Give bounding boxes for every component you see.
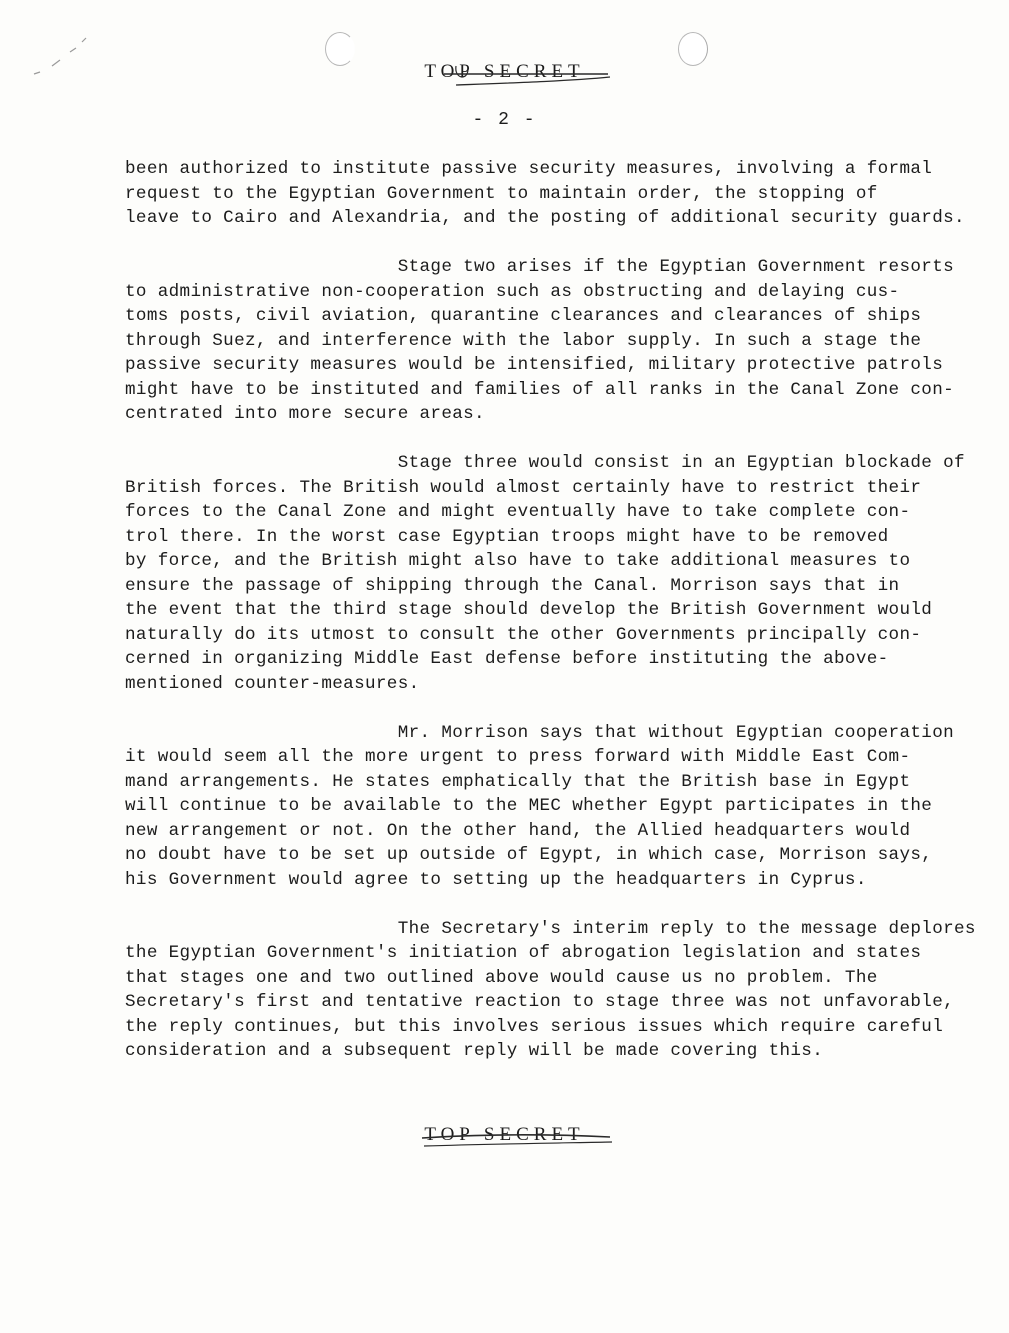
text-line: naturally do its utmost to consult the other Governments principally con- [125,624,922,645]
paragraph-gap [125,427,955,452]
paragraph-gap [125,892,955,917]
text-line: mentioned counter-measures. [125,673,420,694]
text-line: mand arrangements. He states emphatically that the British base in Egypt [125,771,911,792]
text-line: ensure the passage of shipping through the Canal. Morrison says that in [125,575,900,596]
text-line: British forces. The British would almost certainly have to restrict their [125,477,922,498]
text-line: might have to be instituted and families of all ranks in the Canal Zone con- [125,379,955,400]
text-line: Secretary's first and tentative reaction to stage three was not unfavorable, [125,992,955,1012]
text-line: The Secretary's interim reply to the message deplores [125,918,976,939]
paragraph-2 [125,255,955,427]
text-line: forces to the Canal Zone and might eventually have to take complete con- [125,502,911,522]
text-line: centrated into more secure areas. [125,404,485,424]
text-line: consideration and a subsequent reply will be made covering this. [125,1041,824,1061]
text-line: through Suez, and interference with the labor supply. In such a stage the [125,330,922,351]
text-line: by force, and the British might also have to take additional measures to [125,551,911,571]
top-classification [0,61,1009,83]
bottom-classification [0,1124,1009,1146]
text-line: that stages one and two outlined above would cause us no problem. The [125,967,878,988]
text-line: to administrative non-cooperation such as obstructing and delaying cus- [125,281,900,302]
text-line: Stage three would consist in an Egyptian blockade of [125,453,965,473]
text-line: the reply continues, but this involves serious issues which require careful [125,1016,944,1037]
text-line: been authorized to institute passive security measures, involving a formal [125,159,933,179]
classification-text: TOP SECRET [424,61,585,82]
text-line: his Government would agree to setting up the headquarters in Cyprus. [125,869,867,890]
text-line: will continue to be available to the MEC whether Egypt participates in the [125,796,933,816]
paragraph-gap [125,231,955,256]
text-line: leave to Cairo and Alexandria, and the posting of additional security guards. [125,208,965,228]
text-line: request to the Egyptian Government to maintain order, the stopping of [125,183,878,204]
text-line: cerned in organizing Middle East defense before instituting the above- [125,649,889,669]
paragraph-4 [125,721,955,893]
text-line: no doubt have to be set up outside of Egypt, in which case, Morrison says, [125,845,933,865]
text-line: Stage two arises if the Egyptian Government resorts [125,257,955,277]
text-line: trol there. In the worst case Egyptian troops might have to be removed [125,526,889,547]
paragraph-1 [125,157,965,231]
classification-marking [424,61,584,83]
memo-body [125,157,976,1064]
paragraph-5 [125,917,976,1064]
text-line: passive security measures would be intensified, military protective patrols [125,355,944,375]
classification-marking [424,1124,584,1146]
text-line: Mr. Morrison says that without Egyptian cooperation [125,722,955,743]
text-line: new arrangement or not. On the other hand, the Allied headquarters would [125,820,911,841]
text-line: the Egyptian Government's initiation of abrogation legislation and states [125,943,922,963]
page-number: - 2 - [472,110,537,130]
classification-text: TOP SECRET [424,1124,585,1145]
paragraph-gap [125,696,955,721]
paragraph-3 [125,451,965,696]
text-line: the event that the third stage should develop the British Government would [125,600,933,620]
text-line: it would seem all the more urgent to press forward with Middle East Com- [125,747,911,767]
text-line: toms posts, civil aviation, quarantine clearances and clearances of ships [125,306,922,326]
